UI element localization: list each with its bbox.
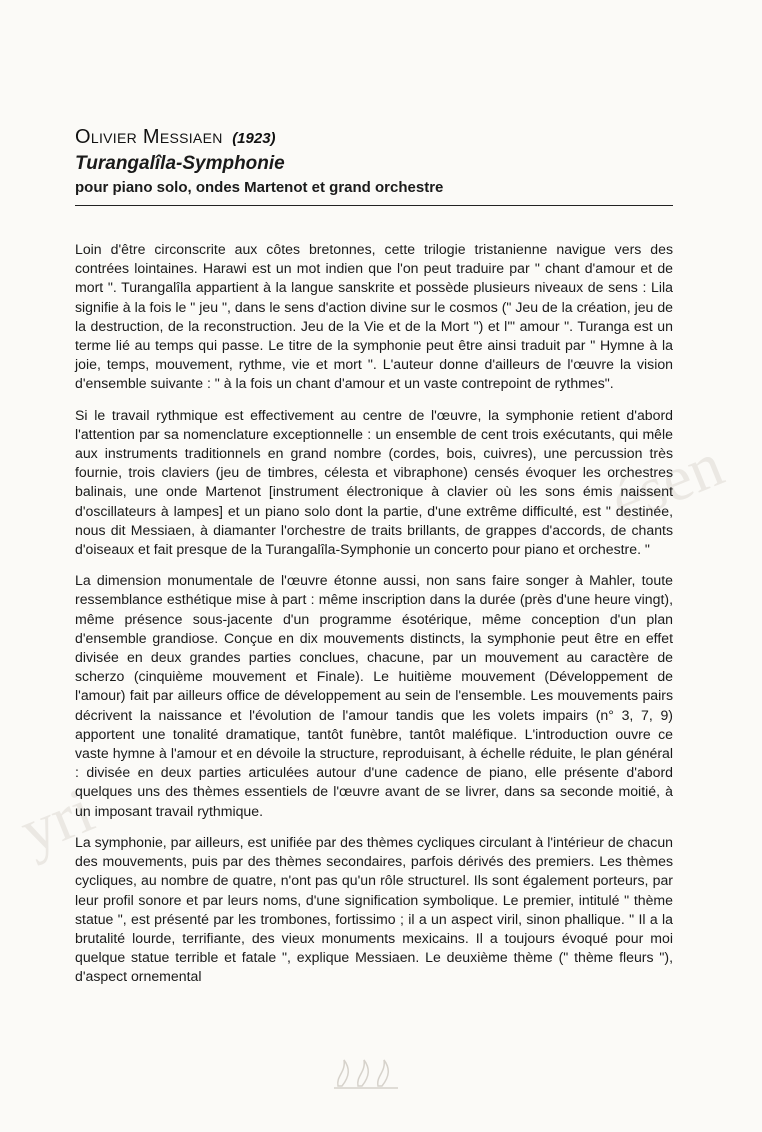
work-subtitle: pour piano solo, ondes Martenot et grand orchestre [75, 179, 444, 196]
paragraph-3: La dimension monumentale de l'œuvre étonne aussi, non sans faire songer à Mahler, toute ressemblance esthétique mise à part : même inscription dans la durée (près d'une heure vingt), même présence sous-jacente d'un programme ésotérique, même conception d'un plan d'ensemble grandiose. Conçue en dix mouvements distincts, la symphonie peut être en effet divisée en deux grandes parties conclues, chacune, par un mouvement au caractère de scherzo (cinquième mouvement et Finale). Le huitième mouvement (Développement de l'amour) fait par ailleurs office de développement au sein de l'ensemble. Les mouvements pairs décrivent la naissance et l'évolution de l'amour tandis que les volets impairs (n° 3, 7, 9) apportent une tonalité dramatique, tantôt funèbre, tantôt maléfique. L'introduction ouvre ce vaste hymne à l'amour et en dévoile la structure, reproduisant, à échelle réduite, le plan général : divisée en deux parties articulées autour d'une cadence de piano, elle présente d'abord quelques uns des thèmes essentiels de l'œuvre avant de se livrer, dans sa seconde moitié, à un imposant travail rythmique. [75, 572, 673, 819]
work-title: Turangalîla-Symphonie [75, 153, 285, 174]
paragraph-4: La symphonie, par ailleurs, est unifiée par des thèmes cycliques circulant à l'intérieur de chacun des mouvements, puis par des thèmes secondaires, parfois dérivés des premiers. Les thèmes cycliques, au nombre de quatre, n'ont pas qu'un rôle structurel. Ils sont également porteurs, par leur profil sonore et par leurs noms, d'une signification symbolique. Le premier, intitulé " thème statue ", est présenté par les trombones, fortissimo ; il a un aspect viril, sinon phallique. " Il a la brutalité lourde, terrifiante, des vieux monuments mexicains. Il a toujours évoqué pour moi quelque statue terrible et fatale ", explique Messiaen. Le deuxième thème (" thème fleurs "), d'aspect ornemental [75, 833, 673, 985]
watermark-left: yri [10, 774, 103, 867]
page-header [75, 124, 673, 206]
watermark-right: ésen [600, 428, 733, 537]
paragraph-2: Si le travail rythmique est effectivement au centre de l'œuvre, la symphonie retient d'abord l'attention par sa nomenclature exceptionnelle : un ensemble de cent trois exécutants, qui mêle aux instruments traditionnels en grand nombre (cordes, bois, cuivres), une percussion très fournie, trois claviers (jeu de timbres, célesta et vibraphone) censés évoquer les orchestres balinais, une onde Martenot [instrument électronique à clavier où les sons émis naissent d'oscillateurs à lampes] et un piano solo dont la partie, d'une extrême difficulté, est " destinée, nous dit Messiaen, à diamanter l'orchestre de traits brillants, de grappes d'accords, de chants d'oiseaux et fait presque de la Turangalîla-Symphonie un concerto pour piano et orchestre. " [75, 406, 673, 558]
article-body [75, 240, 673, 999]
composer-year: (1923) [232, 130, 276, 147]
header-rule [75, 205, 673, 206]
footer-ornament-icon [328, 1052, 408, 1092]
composer-name: Olivier Messiaen [75, 126, 223, 148]
paragraph-1: Loin d'être circonscrite aux côtes bretonnes, cette trilogie tristanienne navigue vers des contrées lointaines. Harawi est un mot indien que l'on peut traduire par " chant d'amour et de mort ". Turangalîla appartient à la langue sanskrite et possède plusieurs niveaux de sens : Lila signifie à la fois le " jeu ", dans le sens d'action divine sur le cosmos (" Jeu de la création, jeu de la destruction, de la reconstruction. Jeu de la Vie et de la Mort ") et l'" amour ". Turanga est un terme lié au temps qui passe. Le titre de la symphonie peut être ainsi traduit par " Hymne à la joie, temps, mouvement, rythme, vie et mort ". L'auteur donne d'ailleurs de l'œuvre la vision d'ensemble suivante : " à la fois un chant d'amour et un vaste contrepoint de rythmes". [75, 241, 673, 392]
composer-heading [75, 124, 673, 152]
